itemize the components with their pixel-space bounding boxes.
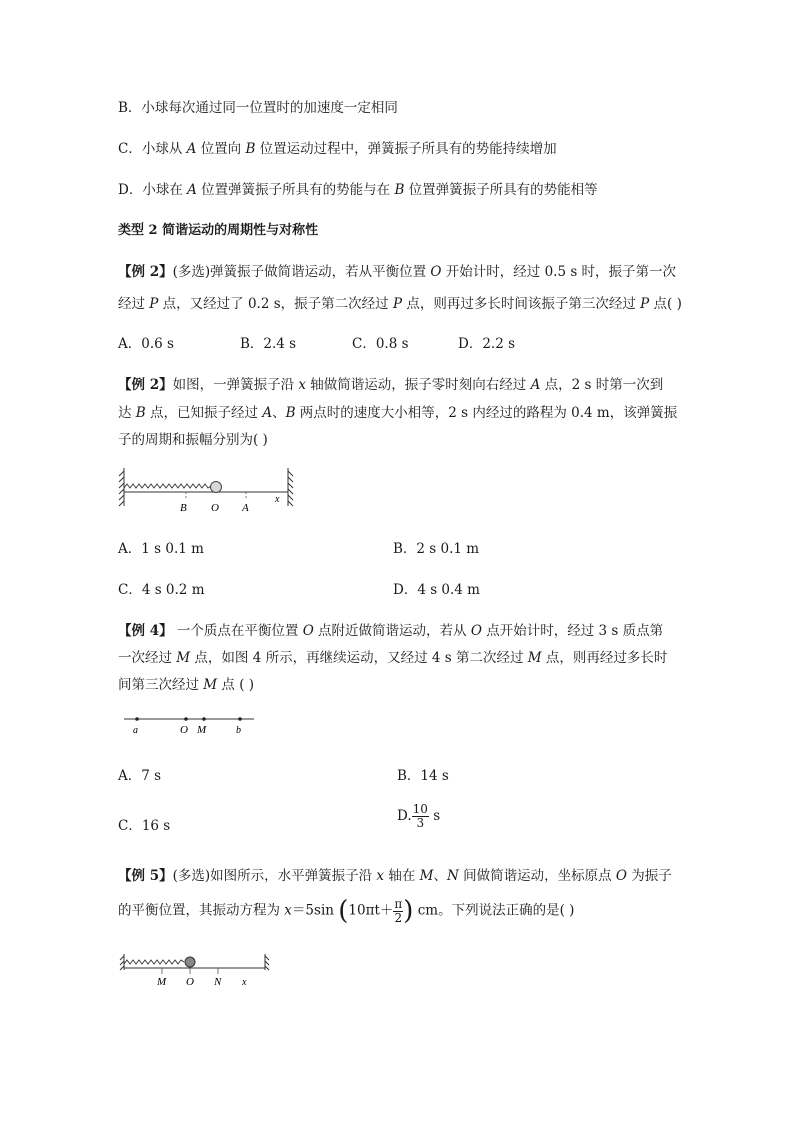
ex4-option-c: C．16 s: [118, 818, 171, 834]
ex4-line2: 一次经过 M 点，如图 4 所示，再继续运动，又经过 4 s 第二次经过 M 点，则再经过多长时: [118, 650, 668, 666]
label-m: M: [157, 976, 167, 988]
right-wall: [265, 954, 269, 970]
ex2a-option-b: B．2.4 s: [240, 336, 297, 352]
label-b: b: [236, 725, 241, 736]
option-d: D．小球在 A 位置弹簧振子所具有的势能与在 B 位置弹簧振子所具有的势能相等: [118, 182, 598, 198]
line-figure-ex4: [122, 710, 258, 738]
label-a: a: [133, 725, 138, 736]
fraction: $\frac{10}{3}$: [412, 802, 428, 830]
label-o: O: [180, 724, 188, 736]
label-x: x: [242, 977, 247, 988]
ex2b-option-d: D．4 s 0.4 m: [393, 582, 480, 598]
spring-figure-2: [118, 950, 274, 990]
ex2b-line3: 子的周期和振幅分别为( ): [118, 432, 268, 448]
left-wall: [120, 954, 124, 970]
ex4-option-d: D. $\frac{10}{3}$ s: [397, 802, 441, 830]
label-n: N: [214, 976, 222, 988]
ex2a-option-a: A．0.6 s: [118, 336, 174, 352]
label-o: O: [211, 502, 219, 514]
ex4-line3: 间第三次经过 M 点 ( ): [118, 677, 255, 693]
spring: [124, 960, 184, 964]
fraction-pi-2: $\frac{\pi}{2}$: [394, 896, 403, 925]
right-wall: [288, 468, 293, 506]
label-a: A: [242, 502, 249, 514]
ex2b-line2: 达 B 点，已知振子经过 A、B 两点时的速度大小相等，2 s 内经过的路程为 0.4 m，该弹簧振: [118, 405, 678, 421]
ball: [211, 482, 222, 493]
ball: [185, 957, 195, 967]
ex2a-line1: 【例 2】(多选)弹簧振子做简谐运动，若从平衡位置 O 开始计时，经过 0.5 s 时，振子第一次: [118, 264, 677, 280]
ex2a-line2: 经过 P 点，又经过了 0.2 s，振子第二次经过 P 点，则再过多长时间该振子第三次经过 P 点( ): [118, 296, 682, 312]
ex2b-option-c: C．4 s 0.2 m: [118, 582, 205, 598]
ex2b-line1: 【例 2】如图，一弹簧振子沿 x 轴做简谐运动，振子零时刻向右经过 A 点，2 s 时第一次到: [118, 377, 664, 393]
ex4-option-a: A．7 s: [118, 768, 162, 784]
ex5-line2: 的平衡位置，其振动方程为 x＝5sin (10πt＋ $\frac{\pi}{2}$ ) cm。下列说法正确的是( ): [118, 896, 575, 926]
ex5-line1: 【例 5】(多选)如图所示，水平弹簧振子沿 x 轴在 M、N 间做简谐运动，坐标原点 O 为振子: [118, 868, 672, 884]
ex4-option-b: B．14 s: [397, 768, 449, 784]
ex2b-option-b: B．2 s 0.1 m: [393, 541, 480, 557]
spring: [124, 484, 211, 488]
label-o: O: [186, 976, 194, 988]
option-c: C．小球从 A 位置向 B 位置运动过程中，弹簧振子所具有的势能持续增加: [118, 141, 557, 157]
ex4-line1: 【例 4】 一个质点在平衡位置 O 点附近做简谐运动，若从 O 点开始计时，经过 3 s 质点第: [118, 623, 664, 639]
label-b: B: [180, 502, 187, 514]
left-wall: [119, 468, 124, 506]
option-b: B．小球每次通过同一位置时的加速度一定相同: [118, 100, 398, 116]
ex2a-option-d: D．2.2 s: [458, 336, 516, 352]
ex2b-option-a: A．1 s 0.1 m: [118, 541, 204, 557]
spring-figure-1: [118, 462, 298, 518]
label-x: x: [275, 494, 280, 505]
section-title: 类型 2 简谐运动的周期性与对称性: [118, 223, 319, 238]
ex2a-option-c: C．0.8 s: [352, 336, 409, 352]
label-m: M: [197, 724, 207, 736]
